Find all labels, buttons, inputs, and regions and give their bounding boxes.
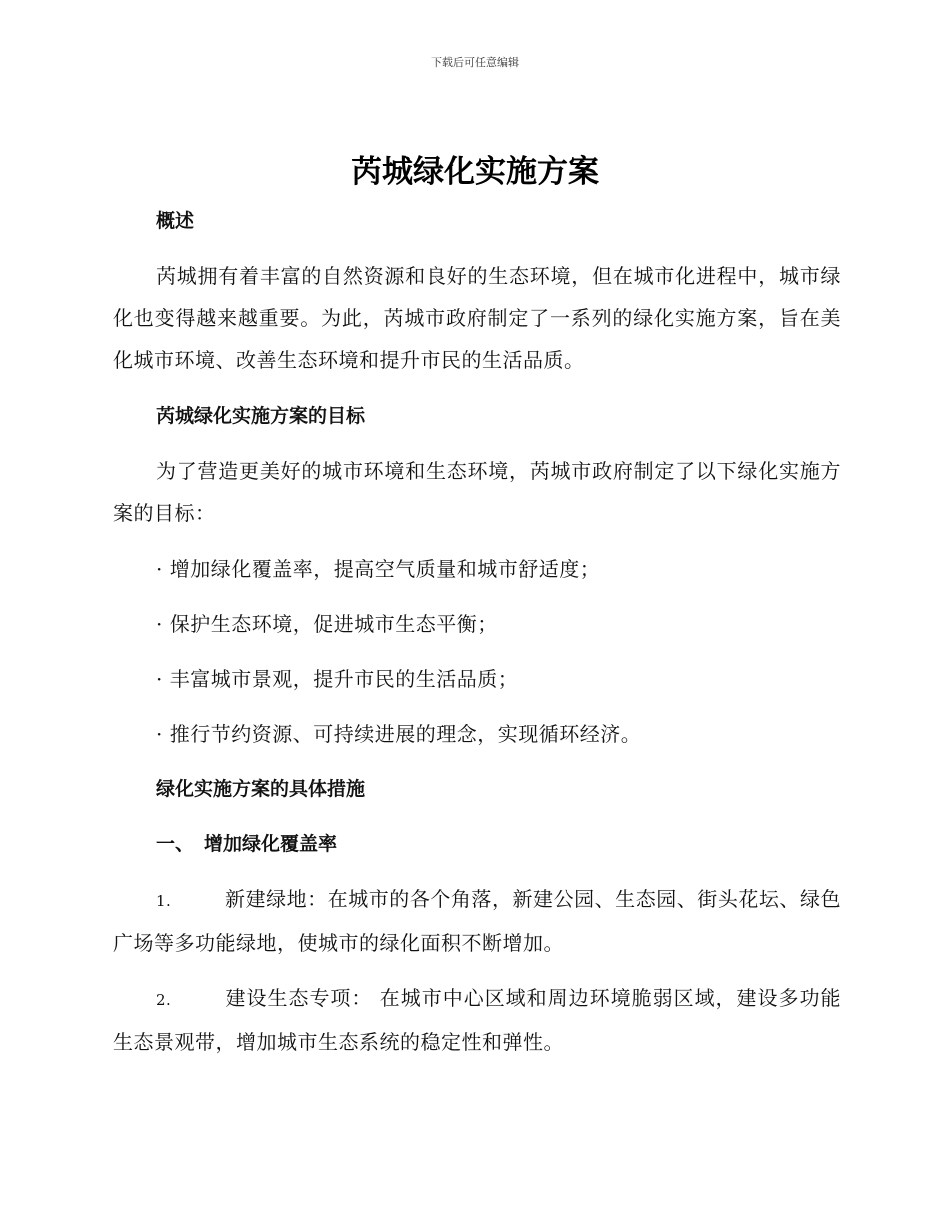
measure-item-number: 1. [156,892,172,910]
header-note: 下载后可任意编辑 [431,56,519,69]
goal-item: · 保护生态环境，促进城市生态平衡； [156,612,498,636]
measure-item [113,977,841,1063]
goals-heading: 芮城绿化实施方案的目标 [156,405,366,427]
subsection-title: 增加绿化覆盖率 [204,833,338,855]
measures-heading: 绿化实施方案的具体措施 [156,778,366,800]
document-body [113,200,841,1063]
measure-item-text: 建设生态专项： 在城市中心区域和周边环境脆弱区域，建设多功能生态景观带，增加城市生态系统的稳定性和弹性。 [113,986,841,1054]
goal-item: · 推行节约资源、可持续进展的理念，实现循环经济。 [156,722,642,746]
subsection-number: 一、 [156,833,195,855]
overview-heading: 概述 [156,210,195,232]
measure-item-number: 2. [156,991,172,1009]
goal-item: · 丰富城市景观，提升市民的生活品质； [156,667,519,691]
overview-paragraph: 芮城拥有着丰富的自然资源和良好的生态环境，但在城市化进程中，城市绿化也变得越来越重要。为此，芮城市政府制定了一系列的绿化实施方案，旨在美化城市环境、改善生态环境和提升市民的生活品质。 [113,264,841,372]
measure-item-text: 新建绿地：在城市的各个角落，新建公园、生态园、街头花坛、绿色广场等多功能绿地，使城市的绿化面积不断增加。 [113,887,841,955]
measure-item [113,878,841,964]
goals-intro-paragraph: 为了营造更美好的城市环境和生态环境，芮城市政府制定了以下绿化实施方案的目标： [113,459,841,525]
goal-item: · 增加绿化覆盖率，提高空气质量和城市舒适度； [156,557,601,581]
document-title: 芮城绿化实施方案 [351,154,599,190]
subsection-heading [113,823,841,865]
